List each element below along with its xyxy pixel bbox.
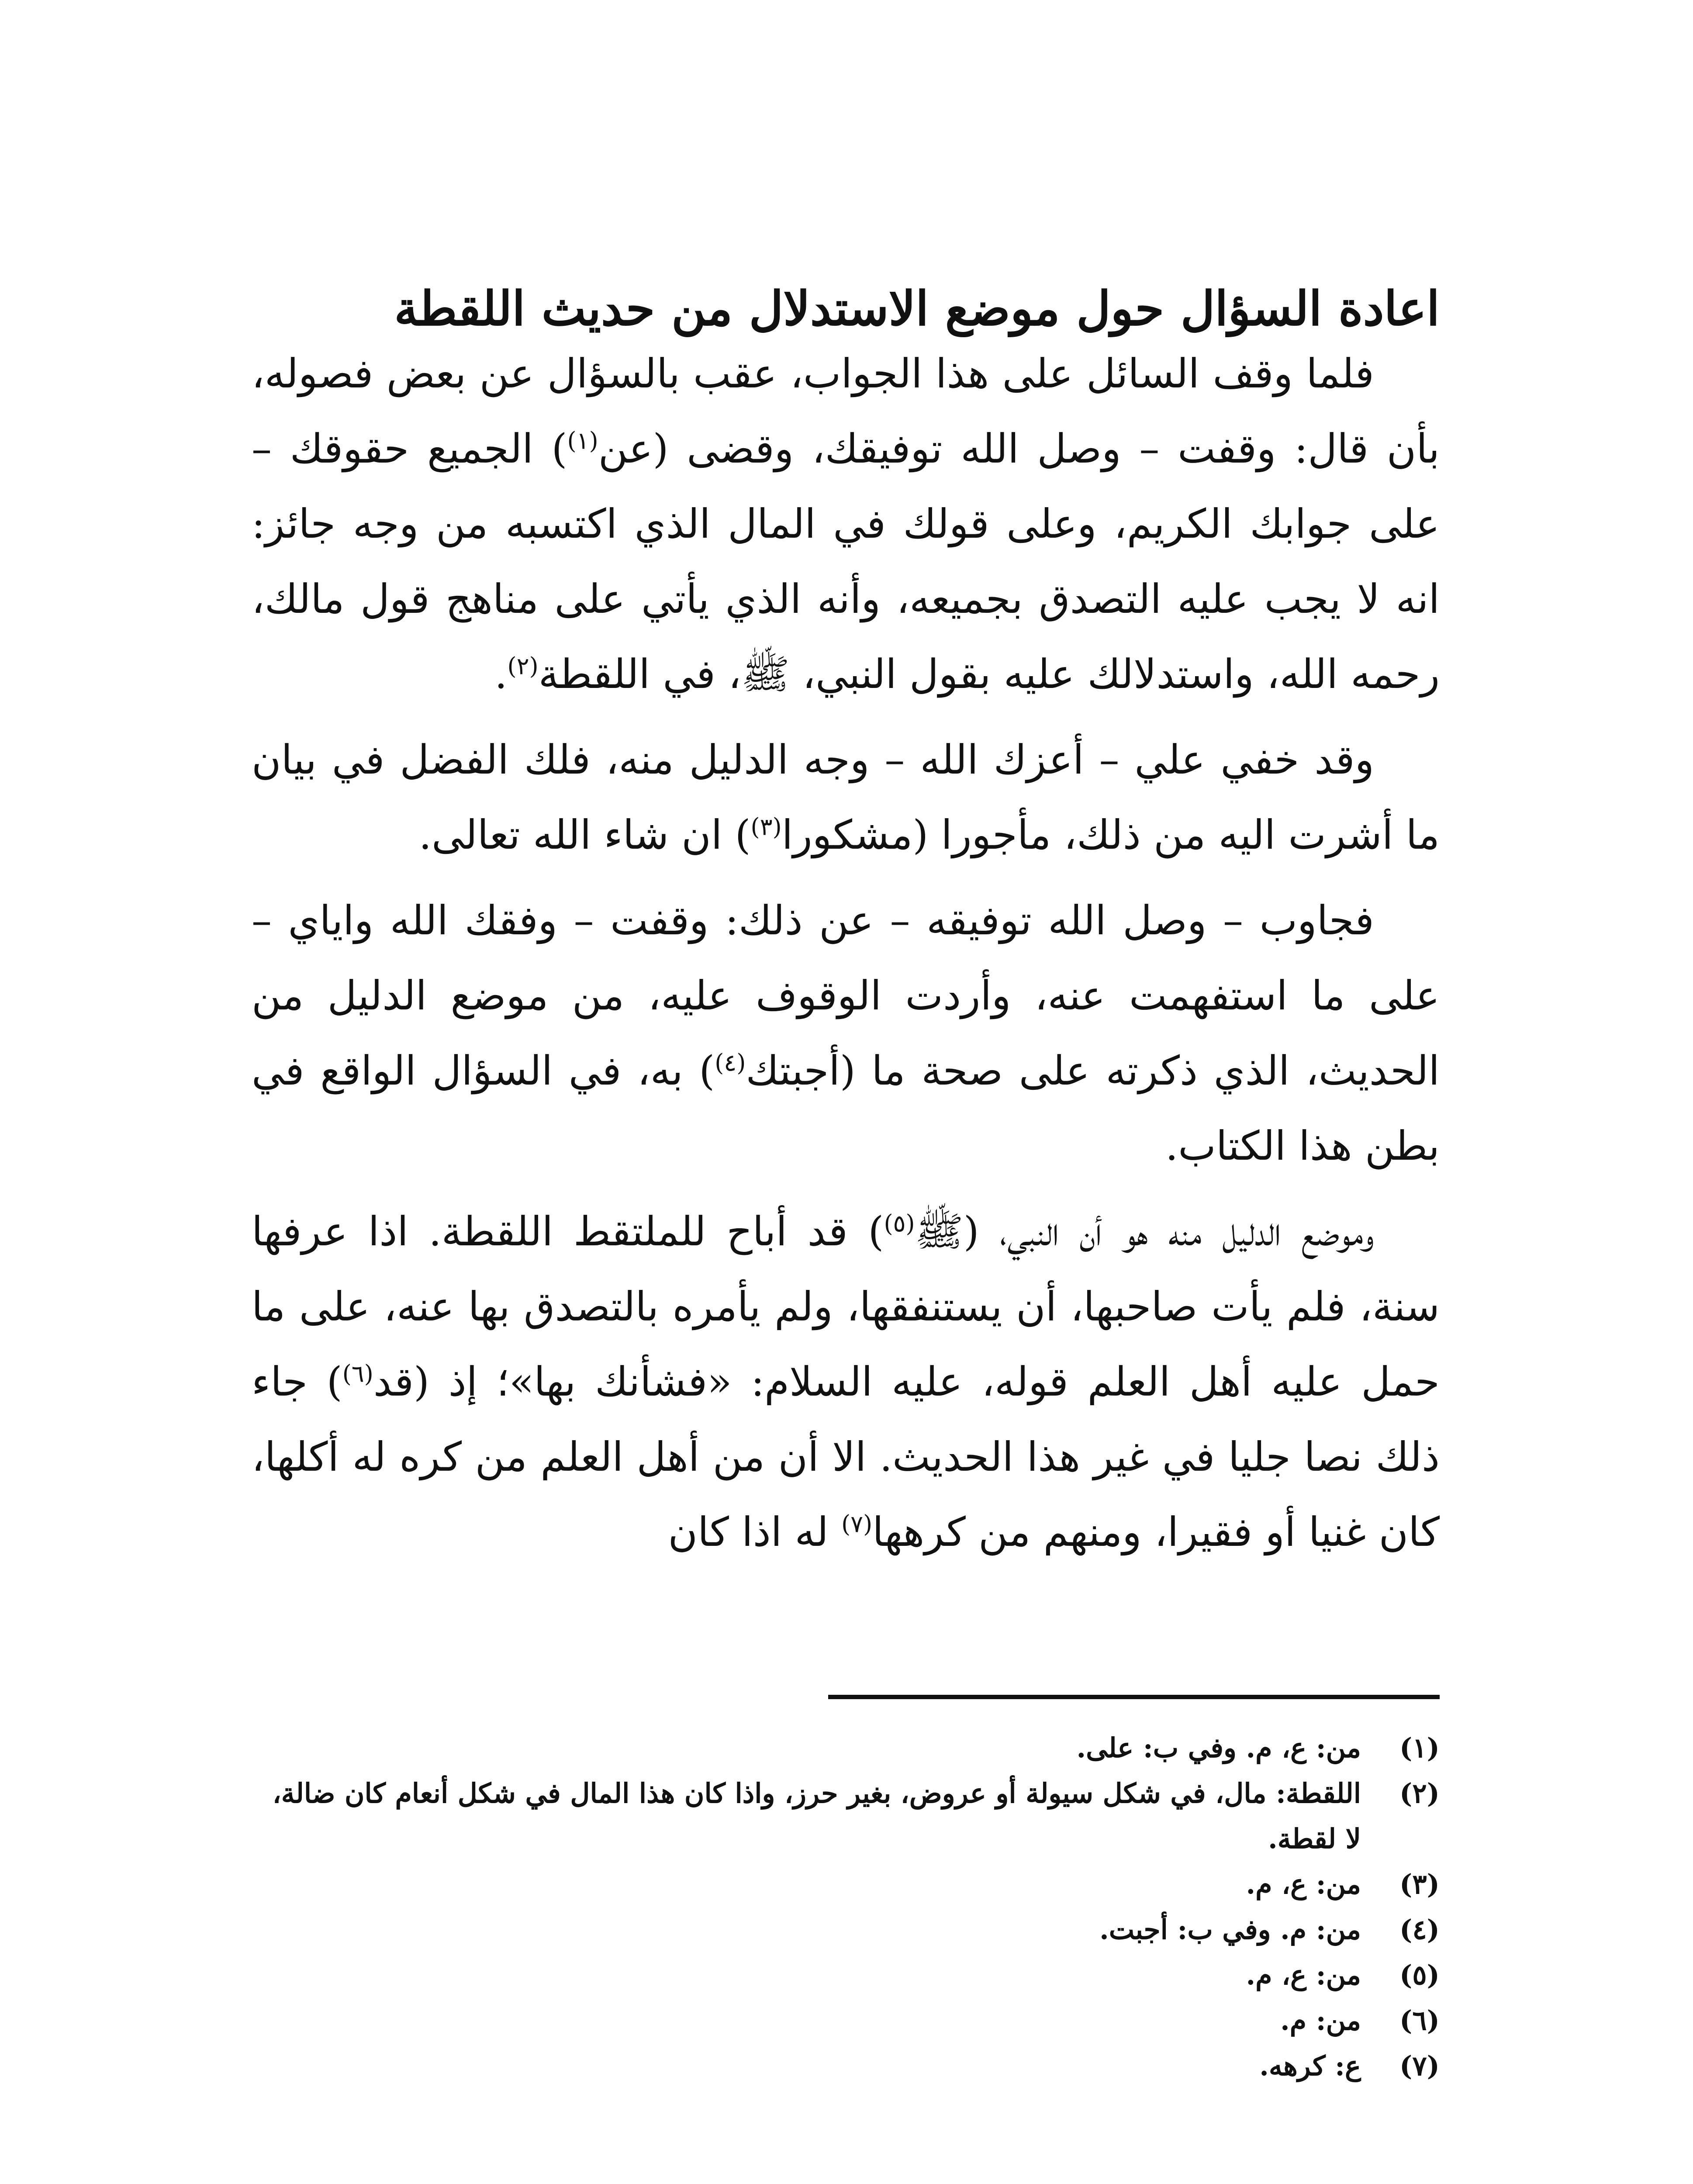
paragraph-text: ) به، في السؤال الواقع في بطن هذا الكتاب. (252, 1047, 1440, 1169)
footnote-item (252, 1952, 1440, 1998)
paragraph-3 (252, 883, 1440, 1184)
section-heading: اعادة السؤال حول موضع الاستدلال من حديث اللقطة (394, 281, 1440, 337)
paragraph-text: ) قد أباح للملتقط اللقطة. اذا عرفها سنة، فلم يأت صاحبها، أن يستنفقها، ولم يأمره بالتصدق بها عنه، على ما حمل عليه أهل العلم قوله، عليه السلام: «فشأنك بها»؛ إذ (قد (252, 1208, 1440, 1405)
footnote-ref: (٧) (841, 1510, 873, 1538)
paragraph-text: فجاوب – وصل الله توفيقه – عن ذلك: وقفت – وفقك الله واياي – على ما استفهمت عنه، وأردت الوقوف عليه، من موضع الدليل من الحديث، الذي ذكرته على صحة ما (أجبتك (252, 897, 1440, 1094)
paragraph-text: له اذا كان (668, 1509, 842, 1555)
footnote-number: (١) (1399, 1732, 1440, 1764)
footnote-text: من: م. (1280, 2004, 1361, 2036)
paragraph-text: وقد خفي علي – أعزك الله – وجه الدليل منه، فلك الفضل في بيان ما أشرت اليه من ذلك، مأجورا (مشكورا (252, 736, 1440, 858)
body-text (252, 336, 1440, 1580)
footnote-ref: (٥) (884, 1209, 915, 1237)
footnote-text: من: م. وفي ب: أجبت. (1099, 1914, 1361, 1946)
footnote-text: من: ع، م. (1246, 1959, 1361, 1991)
paragraph-text: ) الجميع حقوقك – على جوابك الكريم، وعلى قولك في المال الذي اكتسبه من وجه جائز: انه لا يجب عليه التصدق بجميعه، وأنه الذي يأتي على مناهج قول مالك، رحمه الله، واستدلالك عليه بقول النبي، ﷺ، في اللقطة (252, 425, 1440, 698)
footnote-number: (٦) (1399, 2004, 1440, 2036)
footnote-ref: (٦) (342, 1360, 373, 1388)
footnote-item (252, 1725, 1440, 1771)
footnote-ref: (٢) (507, 652, 539, 680)
paragraph-text: ) جاء ذلك نصا جليا في غير هذا الحديث. الا أن من أهل العلم من كره له أكلها، كان غنيا أو فقيرا، ومنهم من كرهها (252, 1358, 1440, 1555)
paragraph-text: ) ان شاء الله تعالى. (418, 812, 751, 858)
footnote-number: (٢) (1399, 1777, 1440, 1809)
footnote-item (252, 2043, 1440, 2089)
paragraph-2 (252, 722, 1440, 873)
footnote-ref: (٣) (750, 813, 782, 841)
footnote-number: (٥) (1399, 1959, 1440, 1991)
footnote-text: من: ع، م. (1246, 1868, 1361, 1900)
paragraph-4 (252, 1194, 1440, 1570)
footnote-number: (٧) (1399, 2050, 1440, 2082)
paragraph-text: . (494, 651, 508, 698)
paragraph-1 (252, 336, 1440, 712)
footnote-item (252, 1771, 1440, 1862)
footnotes-list (252, 1725, 1440, 2089)
footnote-text: من: ع، م. وفي ب: على. (1076, 1732, 1361, 1764)
footnote-ref: (١) (567, 427, 598, 455)
footnote-item (252, 1907, 1440, 1952)
footnote-text: ع: كرهه. (1259, 2050, 1361, 2082)
paragraph-text: فلما وقف السائل على هذا الجواب، عقب بالسؤال عن بعض فصوله، بأن قال: وقفت – وصل الله توفيقك، وقضى (عن (252, 350, 1440, 472)
footnote-divider (828, 1695, 1440, 1699)
footnote-text: اللقطة: مال، في شكل سيولة أو عروض، بغير حرز، واذا كان هذا المال في شكل أنعام كان ضالة، لا لقطة. (272, 1777, 1361, 1855)
footnote-item (252, 1862, 1440, 1907)
footnote-number: (٤) (1399, 1914, 1440, 1946)
paragraph-text: وموضع الدليل منه هو أن النبي، (ﷺ (915, 1208, 1374, 1255)
footnote-item (252, 1998, 1440, 2043)
footnote-number: (٣) (1399, 1868, 1440, 1900)
footnote-ref: (٤) (715, 1049, 746, 1077)
